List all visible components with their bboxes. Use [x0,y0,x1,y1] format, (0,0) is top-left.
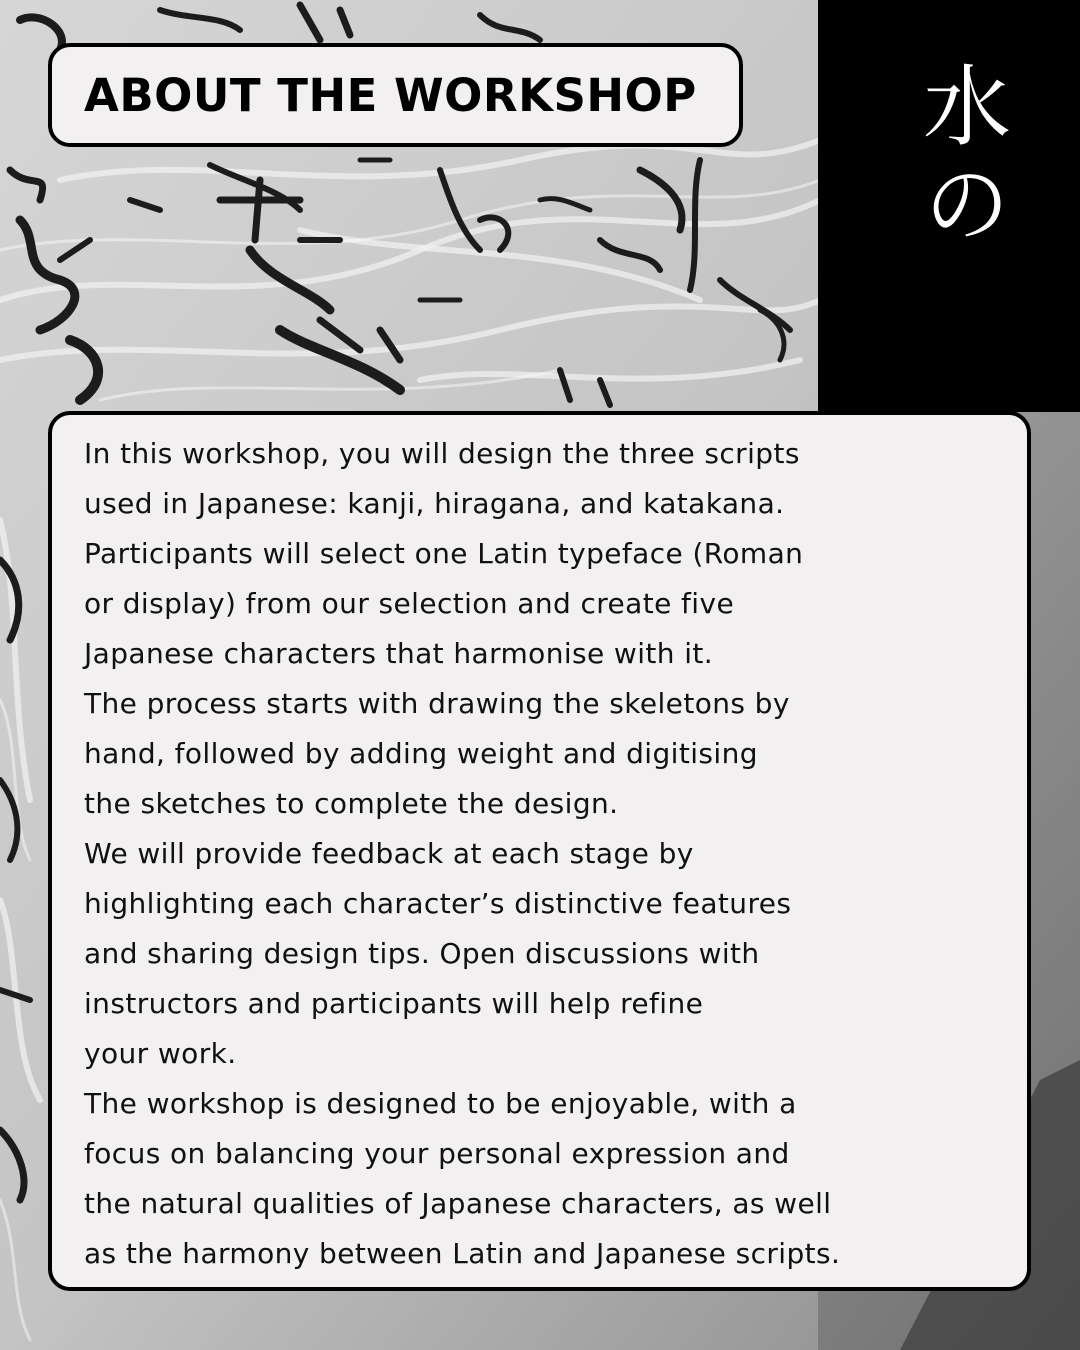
description-line: The process starts with drawing the skeletons by [84,687,790,720]
description-panel [48,411,1031,1291]
title-box [48,43,743,147]
description-line: the sketches to complete the design. [84,787,619,820]
description-line: as the harmony between Latin and Japanese scripts. [84,1237,841,1270]
description-line: the natural qualities of Japanese characters, as well [84,1187,832,1220]
description-line: The workshop is designed to be enjoyable, with a [84,1087,797,1120]
description-line: highlighting each character’s distinctive features [84,887,792,920]
description-line: In this workshop, you will design the three scripts [84,437,800,470]
description-line: Participants will select one Latin typeface (Roman [84,537,804,570]
side-vertical-script [905,60,1015,420]
description-line: Japanese characters that harmonise with it. [84,637,714,670]
description-line: We will provide feedback at each stage by [84,837,694,870]
description-line: instructors and participants will help refine [84,987,704,1020]
description-line: and sharing design tips. Open discussions with [84,937,760,970]
description-line: or display) from our selection and create five [84,587,735,620]
page-title: ABOUT THE WORKSHOP [84,68,697,122]
side-script-text: 水の [909,60,1012,256]
description-line: focus on balancing your personal expression and [84,1137,790,1170]
description-line: hand, followed by adding weight and digitising [84,737,758,770]
description-line: your work. [84,1037,237,1070]
description-line: used in Japanese: kanji, hiragana, and katakana. [84,487,785,520]
